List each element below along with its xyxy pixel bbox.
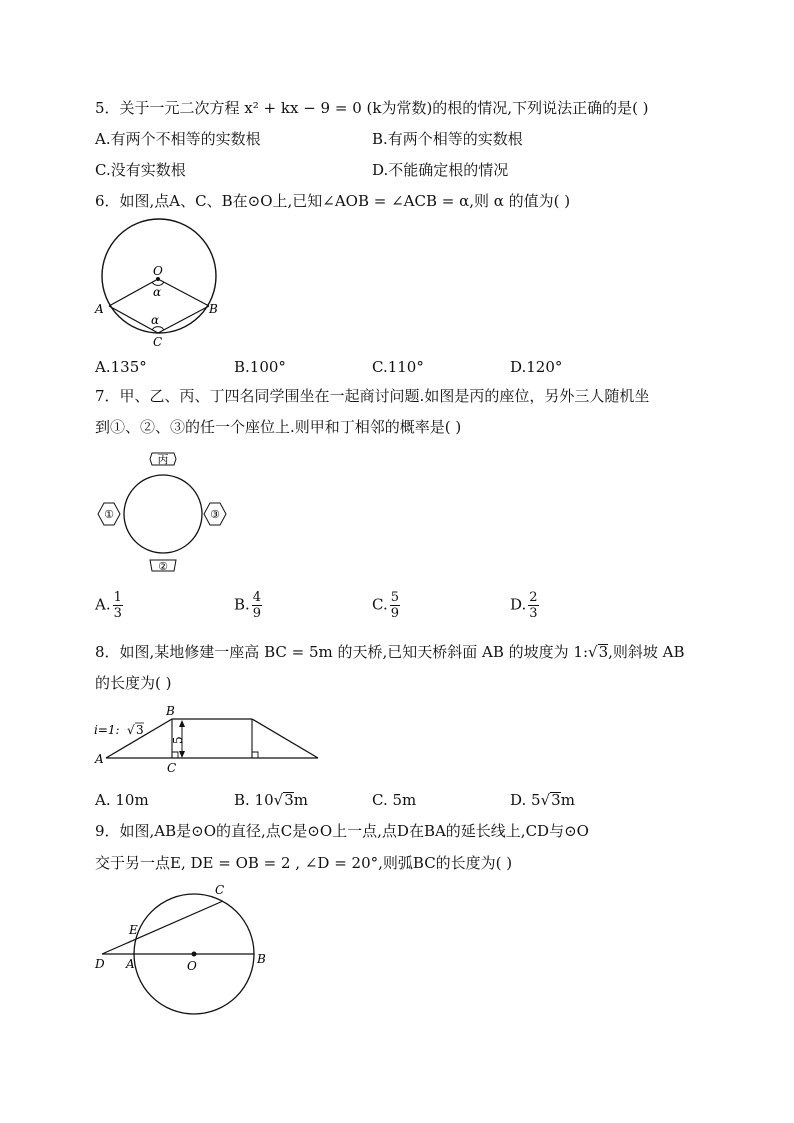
q8-height-label: 5 xyxy=(171,736,185,744)
q7-option-b-letter: B. xyxy=(234,595,250,614)
q7-option-a-letter: A. xyxy=(95,595,111,614)
q7-option-d xyxy=(510,590,539,621)
q7-option-c-den: 9 xyxy=(390,606,399,621)
q8-option-b: B. 10√3m xyxy=(234,791,308,809)
q8-option-c xyxy=(372,789,416,811)
q8-slope-right xyxy=(252,719,318,758)
q8-label-b: B xyxy=(166,704,175,718)
q7-stem-line2: 到①、②、③的任一个座位上.则甲和丁相邻的概率是( ) xyxy=(95,418,462,436)
q7-seat-left: ① xyxy=(104,508,114,521)
q7-table-circle xyxy=(124,475,202,553)
q7-option-a xyxy=(95,590,123,621)
q8-slope-prefix: i=1: xyxy=(94,723,120,737)
q9-label-d: D xyxy=(95,957,105,971)
q7-option-c-num: 5 xyxy=(390,590,399,605)
q8-right-angle-c xyxy=(172,752,178,758)
q8-option-c-text: C. 5m xyxy=(372,791,417,809)
q8-label-c: C xyxy=(167,761,177,775)
q8-option-b-post: m xyxy=(293,791,308,809)
q7-option-d-letter: D. xyxy=(510,595,527,614)
q6-option-d: D.120° xyxy=(510,358,563,376)
q5-option-c: C.没有实数根 xyxy=(95,161,186,179)
q7-option-c-letter: C. xyxy=(372,595,388,614)
q9-label-a: A xyxy=(126,957,135,971)
q6-segment-bc xyxy=(158,306,209,333)
q8-stem-part2: ,则斜坡 AB xyxy=(608,643,685,661)
q5-option-d: D.不能确定根的情况 xyxy=(372,161,509,179)
q9-figure xyxy=(92,880,274,1016)
q6-label-a: A xyxy=(95,302,104,316)
q7-option-d-den: 3 xyxy=(529,606,538,621)
q9-label-b: B xyxy=(257,952,266,966)
q6-segment-oa xyxy=(109,279,158,306)
q6-option-c: C.110° xyxy=(372,358,424,376)
q7-option-a-num: 1 xyxy=(113,590,122,605)
q7-option-d-num: 2 xyxy=(529,590,538,605)
q8-stem-line1: 8．如图,某地修建一座高 BC = 5m 的天桥,已知天桥斜面 AB 的坡度为 1:√3,则斜坡 AB xyxy=(95,643,685,661)
q8-stem-root: 3 xyxy=(598,643,609,661)
q8-option-b-root: 3 xyxy=(284,791,294,809)
q7-seat-right: ③ xyxy=(210,508,220,521)
q9-label-o: O xyxy=(187,959,197,973)
q6-label-alpha-bottom: α xyxy=(151,313,160,327)
q7-figure xyxy=(92,447,232,581)
q7-option-b xyxy=(234,590,262,621)
q9-label-c: C xyxy=(215,883,225,897)
q8-slope-radical: √ xyxy=(127,723,135,737)
q9-stem-line2: 交于另一点E, DE = OB = 2 , ∠D = 20°,则弧BC的长度为( ) xyxy=(95,854,513,872)
q9-center-dot xyxy=(192,952,197,957)
q7-seat-top: 丙 xyxy=(157,453,169,466)
q7-option-b-num: 4 xyxy=(252,590,262,605)
q9-stem-line1: 9．如图,AB是⊙O的直径,点C是⊙O上一点,点D在BA的延长线上,CD与⊙O xyxy=(95,822,589,840)
q6-label-c: C xyxy=(153,335,163,349)
q8-figure xyxy=(92,702,324,778)
q8-arrow-up xyxy=(179,720,185,727)
q8-option-d-pre: D. 5 xyxy=(510,791,541,809)
q8-option-a-text: A. 10m xyxy=(95,791,149,809)
q8-label-a: A xyxy=(95,752,104,766)
q7-seat-bottom: ② xyxy=(158,560,168,573)
q5-stem: 5．关于一元二次方程 x² + kx − 9 = 0 (k为常数)的根的情况,下列说法正确的是( ) xyxy=(95,99,649,117)
q6-figure xyxy=(92,218,232,350)
q7-option-a-den: 3 xyxy=(113,606,122,621)
q6-stem: 6．如图,点A、C、B在⊙O上,已知∠AOB = ∠ACB = α,则 α 的值为( ) xyxy=(95,192,571,210)
q6-label-o: O xyxy=(153,264,163,278)
q8-slope-root: 3 xyxy=(136,723,144,737)
q8-option-a xyxy=(95,789,149,811)
q8-right-angle-right xyxy=(252,752,258,758)
q7-stem-line1: 7．甲、乙、丙、丁四名同学围坐在一起商讨问题.如图是丙的座位，另外三人随机坐 xyxy=(95,387,650,405)
q8-option-b-pre: B. 10 xyxy=(234,791,274,809)
q6-option-b: B.100° xyxy=(234,358,286,376)
q6-segment-ob xyxy=(158,279,209,306)
q6-angle-arc-c xyxy=(152,327,164,330)
q8-arrow-down xyxy=(179,751,185,758)
q6-option-a: A.135° xyxy=(95,358,147,376)
q8-option-d-root: 3 xyxy=(551,791,561,809)
q7-option-c xyxy=(372,590,400,621)
q5-option-a: A.有两个不相等的实数根 xyxy=(95,130,261,148)
q7-option-b-den: 9 xyxy=(252,606,262,621)
q8-stem-part1: 8．如图,某地修建一座高 BC = 5m 的天桥,已知天桥斜面 AB 的坡度为 1: xyxy=(95,643,589,661)
q8-stem-line2: 的长度为( ) xyxy=(95,674,172,692)
q8-option-d: D. 5√3m xyxy=(510,791,575,809)
q6-label-alpha-top: α xyxy=(153,285,162,299)
q6-label-b: B xyxy=(209,302,218,316)
q5-option-b: B.有两个相等的实数根 xyxy=(372,130,523,148)
q9-line-dc xyxy=(102,901,223,954)
q9-label-e: E xyxy=(129,923,138,937)
q8-option-d-post: m xyxy=(560,791,575,809)
